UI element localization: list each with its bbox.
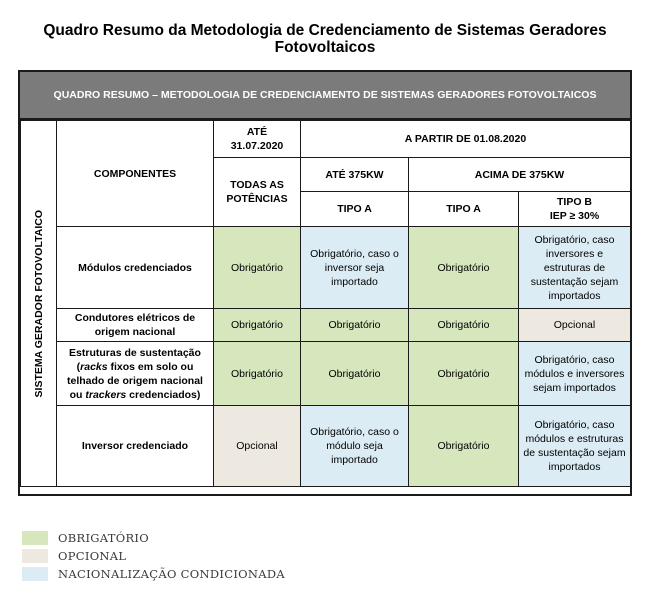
page-title-line2: Fotovoltaicos [274, 39, 376, 56]
side-label-cell [21, 121, 57, 487]
status-cell: Obrigatório, caso o módulo seja importado [301, 406, 409, 487]
component-text-italic: trackers [85, 388, 127, 401]
header-tipo-b [519, 192, 631, 227]
table-row [21, 342, 631, 406]
header-ate-date [214, 121, 301, 158]
component-cell [57, 342, 214, 406]
status-cell: Obrigatório, caso inversores e estruturas de sustentação sejam importados [519, 227, 631, 309]
component-cell: Condutores elétricos de origem nacional [57, 309, 214, 342]
component-cell: Módulos credenciados [57, 227, 214, 309]
status-cell: Obrigatório [301, 309, 409, 342]
table-row [21, 227, 631, 309]
header-ate-date-line2: 31.07.2020 [230, 140, 284, 152]
header-a-partir: A PARTIR DE 01.08.2020 [301, 121, 631, 158]
component-text: credenciados) [126, 388, 201, 401]
status-cell: Obrigatório [409, 227, 519, 309]
table-row [21, 309, 631, 342]
header-tipo-b-line2: IEP ≥ 30% [549, 210, 600, 222]
header-tipo-a-1: TIPO A [301, 192, 409, 227]
status-cell: Obrigatório [409, 406, 519, 487]
legend-swatch-opcional [22, 549, 48, 563]
legend-swatch-obrigatorio [22, 531, 48, 545]
status-cell: Obrigatório, caso módulos e estruturas de sustentação sejam importados [519, 406, 631, 487]
legend-swatch-nacionalizacao [22, 567, 48, 581]
status-cell: Obrigatório, caso módulos e inversores sejam importados [519, 342, 631, 406]
status-cell: Opcional [214, 406, 301, 487]
page-title-line1: Quadro Resumo da Metodologia de Credenciamento de Sistemas Geradores [43, 22, 607, 39]
legend-label: NACIONALIZAÇÃO CONDICIONADA [58, 567, 285, 581]
table-banner: QUADRO RESUMO – METODOLOGIA DE CREDENCIAMENTO DE SISTEMAS GERADORES FOTOVOLTAICOS [20, 72, 630, 120]
legend-item [22, 547, 285, 565]
status-cell: Obrigatório [409, 342, 519, 406]
summary-table-frame [18, 70, 632, 496]
header-acima-375: ACIMA DE 375KW [409, 158, 631, 192]
status-cell: Obrigatório [409, 309, 519, 342]
side-label: SISTEMA GERADOR FOTOVOLTAICO [32, 209, 45, 398]
page-title [0, 22, 650, 56]
summary-table [20, 120, 631, 487]
table-row [21, 406, 631, 487]
component-text: Estruturas de sustentação ( [69, 346, 201, 373]
header-ate-date-line1: ATÉ [246, 126, 268, 138]
status-cell: Opcional [519, 309, 631, 342]
header-tipo-a-2: TIPO A [409, 192, 519, 227]
status-cell: Obrigatório, caso o inversor seja importado [301, 227, 409, 309]
legend [22, 529, 285, 583]
header-ate-375: ATÉ 375KW [301, 158, 409, 192]
status-cell: Obrigatório [214, 342, 301, 406]
component-text: fixos em solo ou telhado de origem nacional ou [67, 360, 203, 401]
status-cell: Obrigatório [214, 227, 301, 309]
component-text-italic: racks [80, 360, 108, 373]
legend-item [22, 565, 285, 583]
header-todas-line1: TODAS AS [230, 179, 284, 191]
header-tipo-b-line1: TIPO B [556, 196, 592, 208]
status-cell: Obrigatório [301, 342, 409, 406]
header-todas-line2: POTÊNCIAS [226, 193, 288, 205]
legend-item [22, 529, 285, 547]
status-cell: Obrigatório [214, 309, 301, 342]
legend-label: OBRIGATÓRIO [58, 531, 149, 545]
header-todas-potencias [214, 158, 301, 227]
legend-label: OPCIONAL [58, 549, 127, 563]
header-componentes: COMPONENTES [57, 121, 214, 227]
component-cell: Inversor credenciado [57, 406, 214, 487]
